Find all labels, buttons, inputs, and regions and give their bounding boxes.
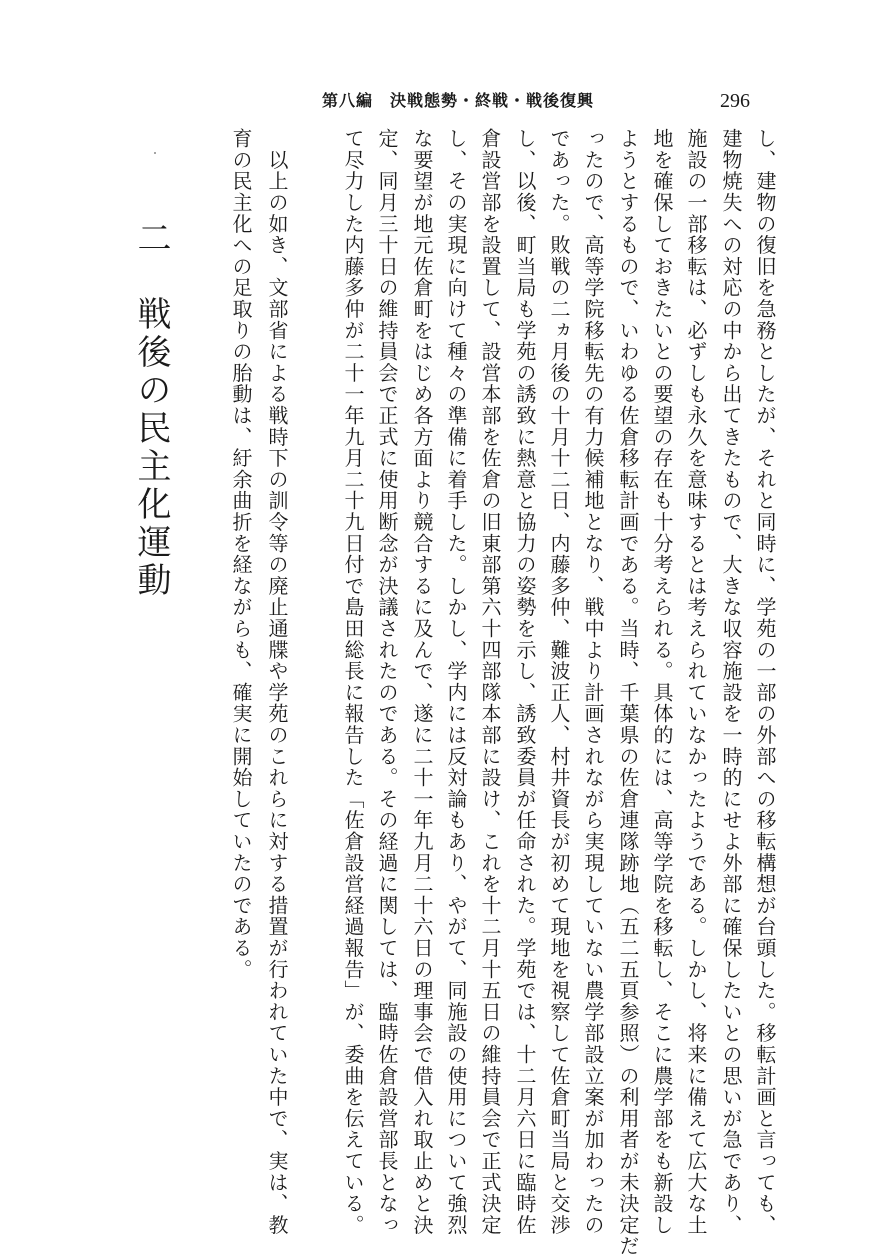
text-column: な要望が地元佐倉町をはじめ各方面より競合するに及んで、遂に二十一年九月二十六日の理事会で借入れ取止めと決 [410,128,434,1236]
text-column: 育の民主化への足取りの胎動は、紆余曲折を経ながらも、確実に開始していたのである。 [229,128,253,980]
text-column: て尽力した内藤多仲が二十一年九月二十九日付で島田総長に報告した「佐倉設営経過報告」が、委曲を伝えている。 [341,128,365,1236]
text-column: 施設の一部移転は、必ずしも永久を意味するとは考えられていなかったようである。しかし、将来に備えて広大な土 [684,128,708,1236]
text-column: し、以後、町当局も学苑の誘致に熱意と協力の姿勢を示し、誘致委員が任命された。学苑では、十二月六日に臨時佐 [513,128,537,1236]
text-column: 倉設営部を設置して、設営本部を佐倉の旧東部第六十四部隊本部に設け、これを十二月十五日の維持員会で正式決定 [478,128,502,1236]
text-column: 定、同月三十日の維持員会で正式に使用断念が決議されたのである。その経過に関しては、臨時佐倉設営部長となっ [375,128,399,1236]
text-column: 以上の如き、文部省による戦時下の訓令等の廃止通牒や学苑のこれらに対する措置が行われていた中で、実は、教 [265,128,289,1236]
text-column: 地を確保しておきたいとの要望の存在も十分考えられる。具体的には、高等学院を移転し、そこに農学部をも新設し [650,128,674,1236]
paper-speck [154,152,156,154]
text-column: し、その実現に向けて種々の準備に着手した。しかし、学内には反対論もあり、やがて、同施設の使用について強烈 [444,128,468,1236]
text-column: であった。敗戦の二ヵ月後の十月十二日、内藤多仲、難波正人、村井資長が初めて現地を視察して佐倉町当局と交渉 [547,128,571,1236]
text-column: ようとするもので、いわゆる佐倉移転計画である。当時、千葉県の佐倉連隊跡地（五二五頁参照）の利用者が未決定だ [616,128,640,1257]
text-column: 建物焼失への対応の中から出てきたもので、大きな収容施設を一時的にせよ外部に確保したいとの思いが急であり、 [719,128,743,1236]
header-title: 第八編 決戦態勢・終戦・戦後復興 [322,91,595,110]
text-column: し、建物の復旧を急務としたが、それと同時に、学苑の一部の外部への移転構想が台頭した。移転計画と言っても、 [753,128,777,1236]
page-number: 296 [720,90,750,112]
text-column: ったので、高等学院移転先の有力候補地となり、戦中より計画されながら実現していない農学部設立案が加わったの [581,128,605,1236]
section-heading: 二 戦後の民主化運動 [131,220,171,600]
